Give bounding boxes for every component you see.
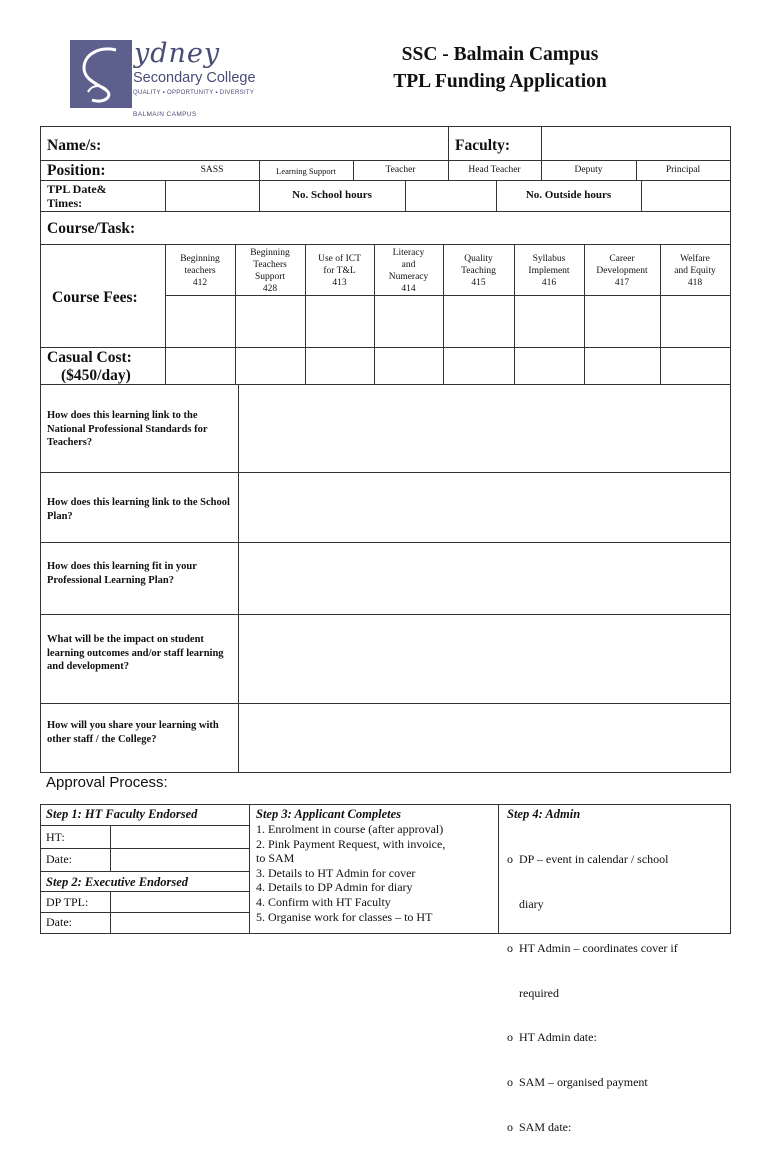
answer-share[interactable] (239, 704, 730, 772)
outside-hours-field[interactable] (642, 181, 730, 211)
logo-wordmark: ydney (134, 38, 221, 69)
course-fees-fields[interactable] (166, 296, 730, 347)
answer-impact[interactable] (239, 615, 730, 703)
faculty-field[interactable] (542, 127, 730, 159)
page-title: SSC - Balmain Campus (401, 44, 599, 65)
ht-signature-field[interactable] (111, 826, 249, 848)
dp-label: DP TPL: (46, 895, 89, 909)
question-share: How will you share your learning with other staff / the College? (47, 720, 219, 745)
names-field[interactable] (165, 127, 447, 159)
logo-college-name: Secondary College (133, 70, 256, 86)
category-415[interactable]: Quality Teaching 415 (461, 254, 496, 288)
school-hours-label: No. School hours (292, 189, 372, 201)
names-label: Name/s: (47, 137, 102, 154)
position-label: Position: (47, 162, 106, 179)
category-414[interactable]: Literacy and Numeracy 414 (388, 248, 429, 294)
ht-label: HT: (46, 830, 65, 844)
ht-date-field[interactable] (111, 849, 249, 871)
logo-campus: BALMAIN CAMPUS (133, 111, 197, 118)
position-option-sass[interactable]: SASS (200, 165, 224, 175)
position-option-head-teacher[interactable]: Head Teacher (468, 165, 521, 175)
category-428[interactable]: Beginning Teachers Support 428 (250, 248, 290, 294)
dp-signature-field[interactable] (111, 892, 249, 912)
date-label: Date: (46, 852, 72, 866)
course-task-field[interactable] (166, 212, 730, 244)
course-fees-label: Course Fees: (52, 289, 138, 306)
college-logo (70, 40, 132, 108)
step2-heading: Step 2: Executive Endorsed (46, 875, 189, 889)
category-416[interactable]: Syllabus Implement 416 (528, 254, 570, 288)
answer-school-plan[interactable] (239, 473, 730, 542)
casual-cost-fields[interactable] (166, 348, 730, 384)
category-412[interactable]: Beginning teachers 412 (180, 254, 220, 288)
position-option-learning-support[interactable]: Learning Support (276, 166, 336, 176)
approval-heading: Approval Process: (46, 774, 168, 791)
step1-heading: Step 1: HT Faculty Endorsed (46, 807, 198, 821)
position-option-deputy[interactable]: Deputy (574, 165, 603, 175)
position-option-principal[interactable]: Principal (665, 165, 701, 175)
step3-heading: Step 3: Applicant Completes (256, 807, 402, 821)
question-school-plan: How does this learning link to the School Plan? (47, 497, 230, 522)
step3-list: 1. Enrolment in course (after approval) 2. Pink Payment Request, with invoice, to SAM 3. Details to HT Admin for cover 4. Details to DP Admin for diary 4. Confirm with HT Faculty 5. Organise work for classes – to HT (256, 822, 446, 924)
question-pl-plan: How does this learning fit in your Professional Learning Plan? (47, 561, 197, 586)
position-option-teacher[interactable]: Teacher (385, 165, 416, 175)
tpl-date-field[interactable] (166, 181, 259, 211)
question-standards: How does this learning link to the National Professional Standards for Teachers? (47, 410, 208, 448)
date2-label: Date: (46, 915, 72, 929)
answer-standards[interactable] (239, 385, 730, 472)
faculty-label: Faculty: (455, 137, 511, 154)
course-task-label: Course/Task: (47, 220, 136, 237)
outside-hours-label: No. Outside hours (525, 189, 612, 201)
page-subtitle: TPL Funding Application (393, 71, 607, 92)
answer-pl-plan[interactable] (239, 543, 730, 614)
tpl-date-label: TPL Date& Times: (47, 182, 107, 210)
casual-cost-label: Casual Cost: ($450/day) (47, 349, 132, 384)
question-impact: What will be the impact on student learning outcomes and/or staff learning and development? (47, 634, 224, 672)
step4-list: o DP – event in calendar / school diary o HT Admin – coordinates cover if required o HT Admin date: o SAM – organised payment o SAM date: (507, 852, 678, 1134)
logo-tagline: QUALITY ▪ OPPORTUNITY ▪ DIVERSITY (133, 90, 255, 96)
category-417[interactable]: Career Development 417 (596, 254, 648, 288)
school-hours-field[interactable] (406, 181, 496, 211)
category-418[interactable]: Welfare and Equity 418 (674, 254, 716, 288)
category-413[interactable]: Use of ICT for T&L 413 (318, 254, 361, 288)
dp-date-field[interactable] (111, 913, 249, 933)
step4-heading: Step 4: Admin (507, 807, 581, 821)
